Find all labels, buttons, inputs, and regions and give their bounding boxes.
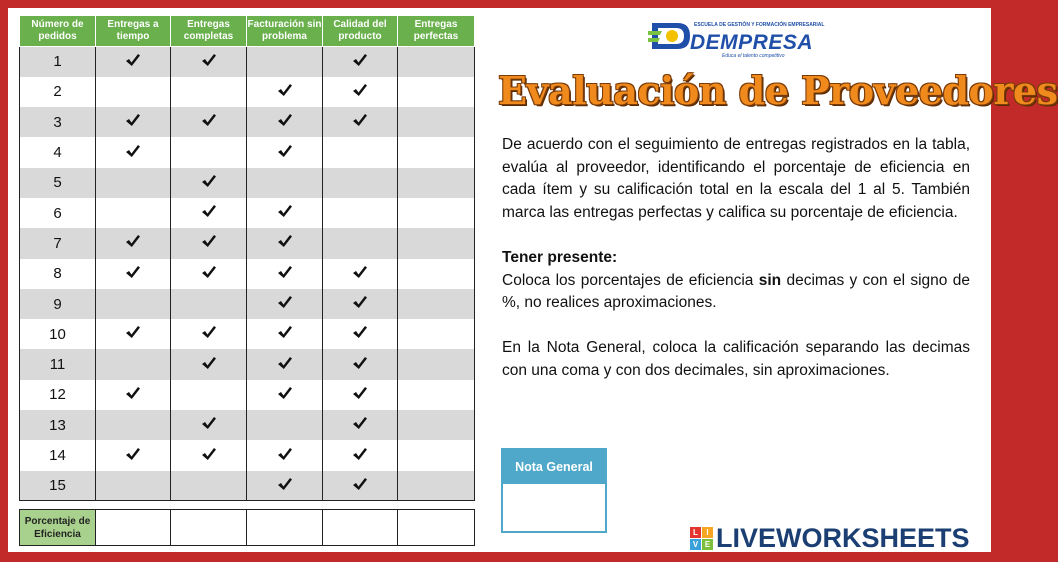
instructions-paragraph-3: En la Nota General, coloca la calificación separando las decimas con una coma y con dos decimales, sin aproximaciones.	[502, 339, 970, 379]
efficiency-cell-completas[interactable]	[171, 510, 247, 546]
nota-general-input[interactable]	[503, 484, 605, 531]
checkmark-icon	[277, 234, 293, 248]
checkmark-icon	[125, 53, 141, 67]
cell-completas	[171, 47, 247, 77]
table-row	[20, 319, 475, 349]
cell-facturacion	[247, 410, 323, 440]
cell-calidad	[323, 289, 398, 319]
table-row	[20, 410, 475, 440]
dempresa-logo	[648, 16, 825, 59]
checkmark-icon	[352, 325, 368, 339]
dempresa-logo-mark-icon	[648, 19, 692, 53]
efficiency-cell-calidad[interactable]	[323, 510, 398, 546]
cell-completas	[171, 410, 247, 440]
cell-facturacion	[247, 168, 323, 198]
cell-calidad	[323, 168, 398, 198]
checkmark-icon	[352, 265, 368, 279]
cell-perfectas[interactable]	[398, 289, 475, 319]
cell-a-tiempo	[96, 471, 171, 501]
checkmark-icon	[201, 53, 217, 67]
table-row	[20, 107, 475, 137]
cell-calidad	[323, 137, 398, 167]
page-title: Evaluación de Proveedores	[498, 68, 1058, 113]
cell-a-tiempo	[96, 380, 171, 410]
cell-completas	[171, 259, 247, 289]
checkmark-icon	[277, 265, 293, 279]
cell-facturacion	[247, 259, 323, 289]
cell-facturacion	[247, 440, 323, 470]
cell-a-tiempo	[96, 259, 171, 289]
cell-completas	[171, 137, 247, 167]
checkmark-icon	[277, 325, 293, 339]
cell-facturacion	[247, 77, 323, 107]
order-number: 12	[20, 380, 96, 410]
checkmark-icon	[125, 447, 141, 461]
cell-a-tiempo	[96, 47, 171, 77]
order-number: 15	[20, 471, 96, 501]
checkmark-icon	[277, 477, 293, 491]
cell-facturacion	[247, 471, 323, 501]
cell-facturacion	[247, 137, 323, 167]
checkmark-icon	[201, 204, 217, 218]
cell-completas	[171, 319, 247, 349]
order-number: 9	[20, 289, 96, 319]
cell-a-tiempo	[96, 168, 171, 198]
cell-facturacion	[247, 198, 323, 228]
cell-calidad	[323, 319, 398, 349]
checkmark-icon	[125, 234, 141, 248]
table-row	[20, 228, 475, 258]
cell-a-tiempo	[96, 137, 171, 167]
liveworksheets-tiles-icon	[690, 527, 713, 550]
cell-completas	[171, 380, 247, 410]
cell-a-tiempo	[96, 289, 171, 319]
nota-general-label: Nota General	[503, 450, 605, 484]
efficiency-table	[19, 509, 475, 546]
cell-completas	[171, 471, 247, 501]
order-number: 5	[20, 168, 96, 198]
cell-perfectas[interactable]	[398, 137, 475, 167]
checkmark-icon	[277, 113, 293, 127]
cell-completas	[171, 198, 247, 228]
table-row	[20, 198, 475, 228]
checkmark-icon	[352, 386, 368, 400]
checkmark-icon	[201, 234, 217, 248]
header-calidad: Calidad del producto	[323, 16, 398, 47]
checkmark-icon	[277, 356, 293, 370]
checkmark-icon	[201, 265, 217, 279]
cell-facturacion	[247, 319, 323, 349]
cell-perfectas[interactable]	[398, 471, 475, 501]
order-number: 6	[20, 198, 96, 228]
liveworksheets-tile: I	[702, 527, 713, 538]
table-row	[20, 471, 475, 501]
table-row	[20, 440, 475, 470]
order-number: 3	[20, 107, 96, 137]
note-text	[502, 270, 970, 315]
cell-calidad	[323, 259, 398, 289]
cell-perfectas[interactable]	[398, 198, 475, 228]
cell-perfectas[interactable]	[398, 228, 475, 258]
efficiency-input-completas[interactable]	[171, 510, 246, 545]
liveworksheets-tile: L	[690, 527, 701, 538]
cell-perfectas[interactable]	[398, 349, 475, 379]
checkmark-icon	[201, 356, 217, 370]
table-row	[20, 289, 475, 319]
cell-perfectas[interactable]	[398, 77, 475, 107]
cell-perfectas[interactable]	[398, 47, 475, 77]
checkmark-icon	[277, 83, 293, 97]
table-row	[20, 137, 475, 167]
checkmark-icon	[201, 325, 217, 339]
table-row	[20, 77, 475, 107]
cell-calidad	[323, 228, 398, 258]
cell-completas	[171, 440, 247, 470]
cell-a-tiempo	[96, 107, 171, 137]
order-number: 13	[20, 410, 96, 440]
cell-completas	[171, 77, 247, 107]
header-entregas-a-tiempo: Entregas a tiempo	[96, 16, 171, 47]
liveworksheets-tile: E	[702, 539, 713, 550]
order-number: 1	[20, 47, 96, 77]
cell-a-tiempo	[96, 198, 171, 228]
checkmark-icon	[352, 477, 368, 491]
checkmark-icon	[277, 447, 293, 461]
order-number: 8	[20, 259, 96, 289]
cell-calidad	[323, 107, 398, 137]
cell-a-tiempo	[96, 77, 171, 107]
checkmark-icon	[277, 295, 293, 309]
efficiency-input-a-tiempo[interactable]	[96, 510, 170, 545]
checkmark-icon	[352, 53, 368, 67]
efficiency-input-calidad[interactable]	[323, 510, 397, 545]
order-number: 14	[20, 440, 96, 470]
delivery-table	[19, 15, 475, 501]
table-row	[20, 47, 475, 77]
table-row	[20, 168, 475, 198]
cell-perfectas[interactable]	[398, 107, 475, 137]
table-header-row	[20, 16, 475, 47]
header-facturacion: Facturación sin problema	[247, 16, 323, 47]
header-num-pedidos: Número de pedidos	[20, 16, 96, 47]
table-row	[20, 259, 475, 289]
cell-a-tiempo	[96, 349, 171, 379]
cell-facturacion	[247, 228, 323, 258]
checkmark-icon	[201, 174, 217, 188]
checkmark-icon	[352, 113, 368, 127]
note-text-bold: sin	[758, 271, 782, 289]
cell-calidad	[323, 410, 398, 440]
checkmark-icon	[352, 356, 368, 370]
checkmark-icon	[201, 113, 217, 127]
cell-a-tiempo	[96, 228, 171, 258]
checkmark-icon	[125, 386, 141, 400]
order-number: 10	[20, 319, 96, 349]
cell-a-tiempo	[96, 440, 171, 470]
liveworksheets-tile: V	[690, 539, 701, 550]
table-row	[20, 380, 475, 410]
cell-completas	[171, 289, 247, 319]
cell-calidad	[323, 440, 398, 470]
logo-slogan: Educa el talento competitivo	[722, 53, 785, 59]
cell-perfectas[interactable]	[398, 410, 475, 440]
liveworksheets-logo	[690, 523, 970, 553]
header-entregas-completas: Entregas completas	[171, 16, 247, 47]
note-text-part-2: decimas y con el signo de %, no realices aproximaciones.	[502, 271, 970, 312]
efficiency-input-perfectas[interactable]	[398, 510, 474, 545]
instructions-paragraph-1: De acuerdo con el seguimiento de entregas registrados en la tabla, evalúa al proveedor, identificando el porcentaje de eficiencia en cada ítem y su calificación total en la escala del 1 al 5. También marca las entregas perfectas y califica su porcentaje de eficiencia.	[502, 136, 970, 221]
cell-calidad	[323, 198, 398, 228]
cell-facturacion	[247, 107, 323, 137]
cell-facturacion	[247, 289, 323, 319]
nota-general-box	[501, 448, 607, 533]
cell-calidad	[323, 47, 398, 77]
checkmark-icon	[125, 265, 141, 279]
cell-a-tiempo	[96, 410, 171, 440]
header-entregas-perfectas: Entregas perfectas	[398, 16, 475, 47]
cell-completas	[171, 107, 247, 137]
efficiency-input-facturacion[interactable]	[247, 510, 322, 545]
checkmark-icon	[277, 204, 293, 218]
cell-a-tiempo	[96, 319, 171, 349]
checkmark-icon	[125, 325, 141, 339]
order-number: 4	[20, 137, 96, 167]
cell-calidad	[323, 349, 398, 379]
efficiency-cell-perfectas[interactable]	[398, 510, 475, 546]
logo-brand: DEMPRESA	[690, 31, 814, 54]
cell-calidad	[323, 380, 398, 410]
cell-facturacion	[247, 380, 323, 410]
checkmark-icon	[277, 144, 293, 158]
cell-completas	[171, 349, 247, 379]
checkmark-icon	[352, 416, 368, 430]
note-text-part-1: Coloca los porcentajes de eficiencia	[502, 271, 759, 289]
liveworksheets-wordmark: LIVEWORKSHEETS	[716, 522, 970, 553]
efficiency-label: Porcentaje de Eficiencia	[20, 510, 96, 546]
note-heading: Tener presente:	[502, 248, 618, 266]
logo-subtitle: ESCUELA DE GESTIÓN Y FORMACIÓN EMPRESARIAL	[694, 22, 825, 28]
checkmark-icon	[352, 295, 368, 309]
table-row	[20, 349, 475, 379]
efficiency-cell-a-tiempo[interactable]	[96, 510, 171, 546]
cell-facturacion	[247, 47, 323, 77]
checkmark-icon	[277, 386, 293, 400]
checkmark-icon	[125, 113, 141, 127]
cell-perfectas[interactable]	[398, 380, 475, 410]
cell-completas	[171, 228, 247, 258]
cell-calidad	[323, 77, 398, 107]
cell-perfectas[interactable]	[398, 259, 475, 289]
order-number: 2	[20, 77, 96, 107]
worksheet	[8, 8, 1058, 553]
efficiency-row	[20, 510, 475, 546]
cell-perfectas[interactable]	[398, 440, 475, 470]
checkmark-icon	[352, 447, 368, 461]
cell-perfectas[interactable]	[398, 319, 475, 349]
cell-perfectas[interactable]	[398, 168, 475, 198]
efficiency-cell-facturacion[interactable]	[247, 510, 323, 546]
order-number: 11	[20, 349, 96, 379]
checkmark-icon	[201, 447, 217, 461]
checkmark-icon	[125, 144, 141, 158]
cell-completas	[171, 168, 247, 198]
checkmark-icon	[201, 416, 217, 430]
cell-calidad	[323, 471, 398, 501]
cell-facturacion	[247, 349, 323, 379]
order-number: 7	[20, 228, 96, 258]
checkmark-icon	[352, 83, 368, 97]
instructions	[502, 134, 970, 383]
